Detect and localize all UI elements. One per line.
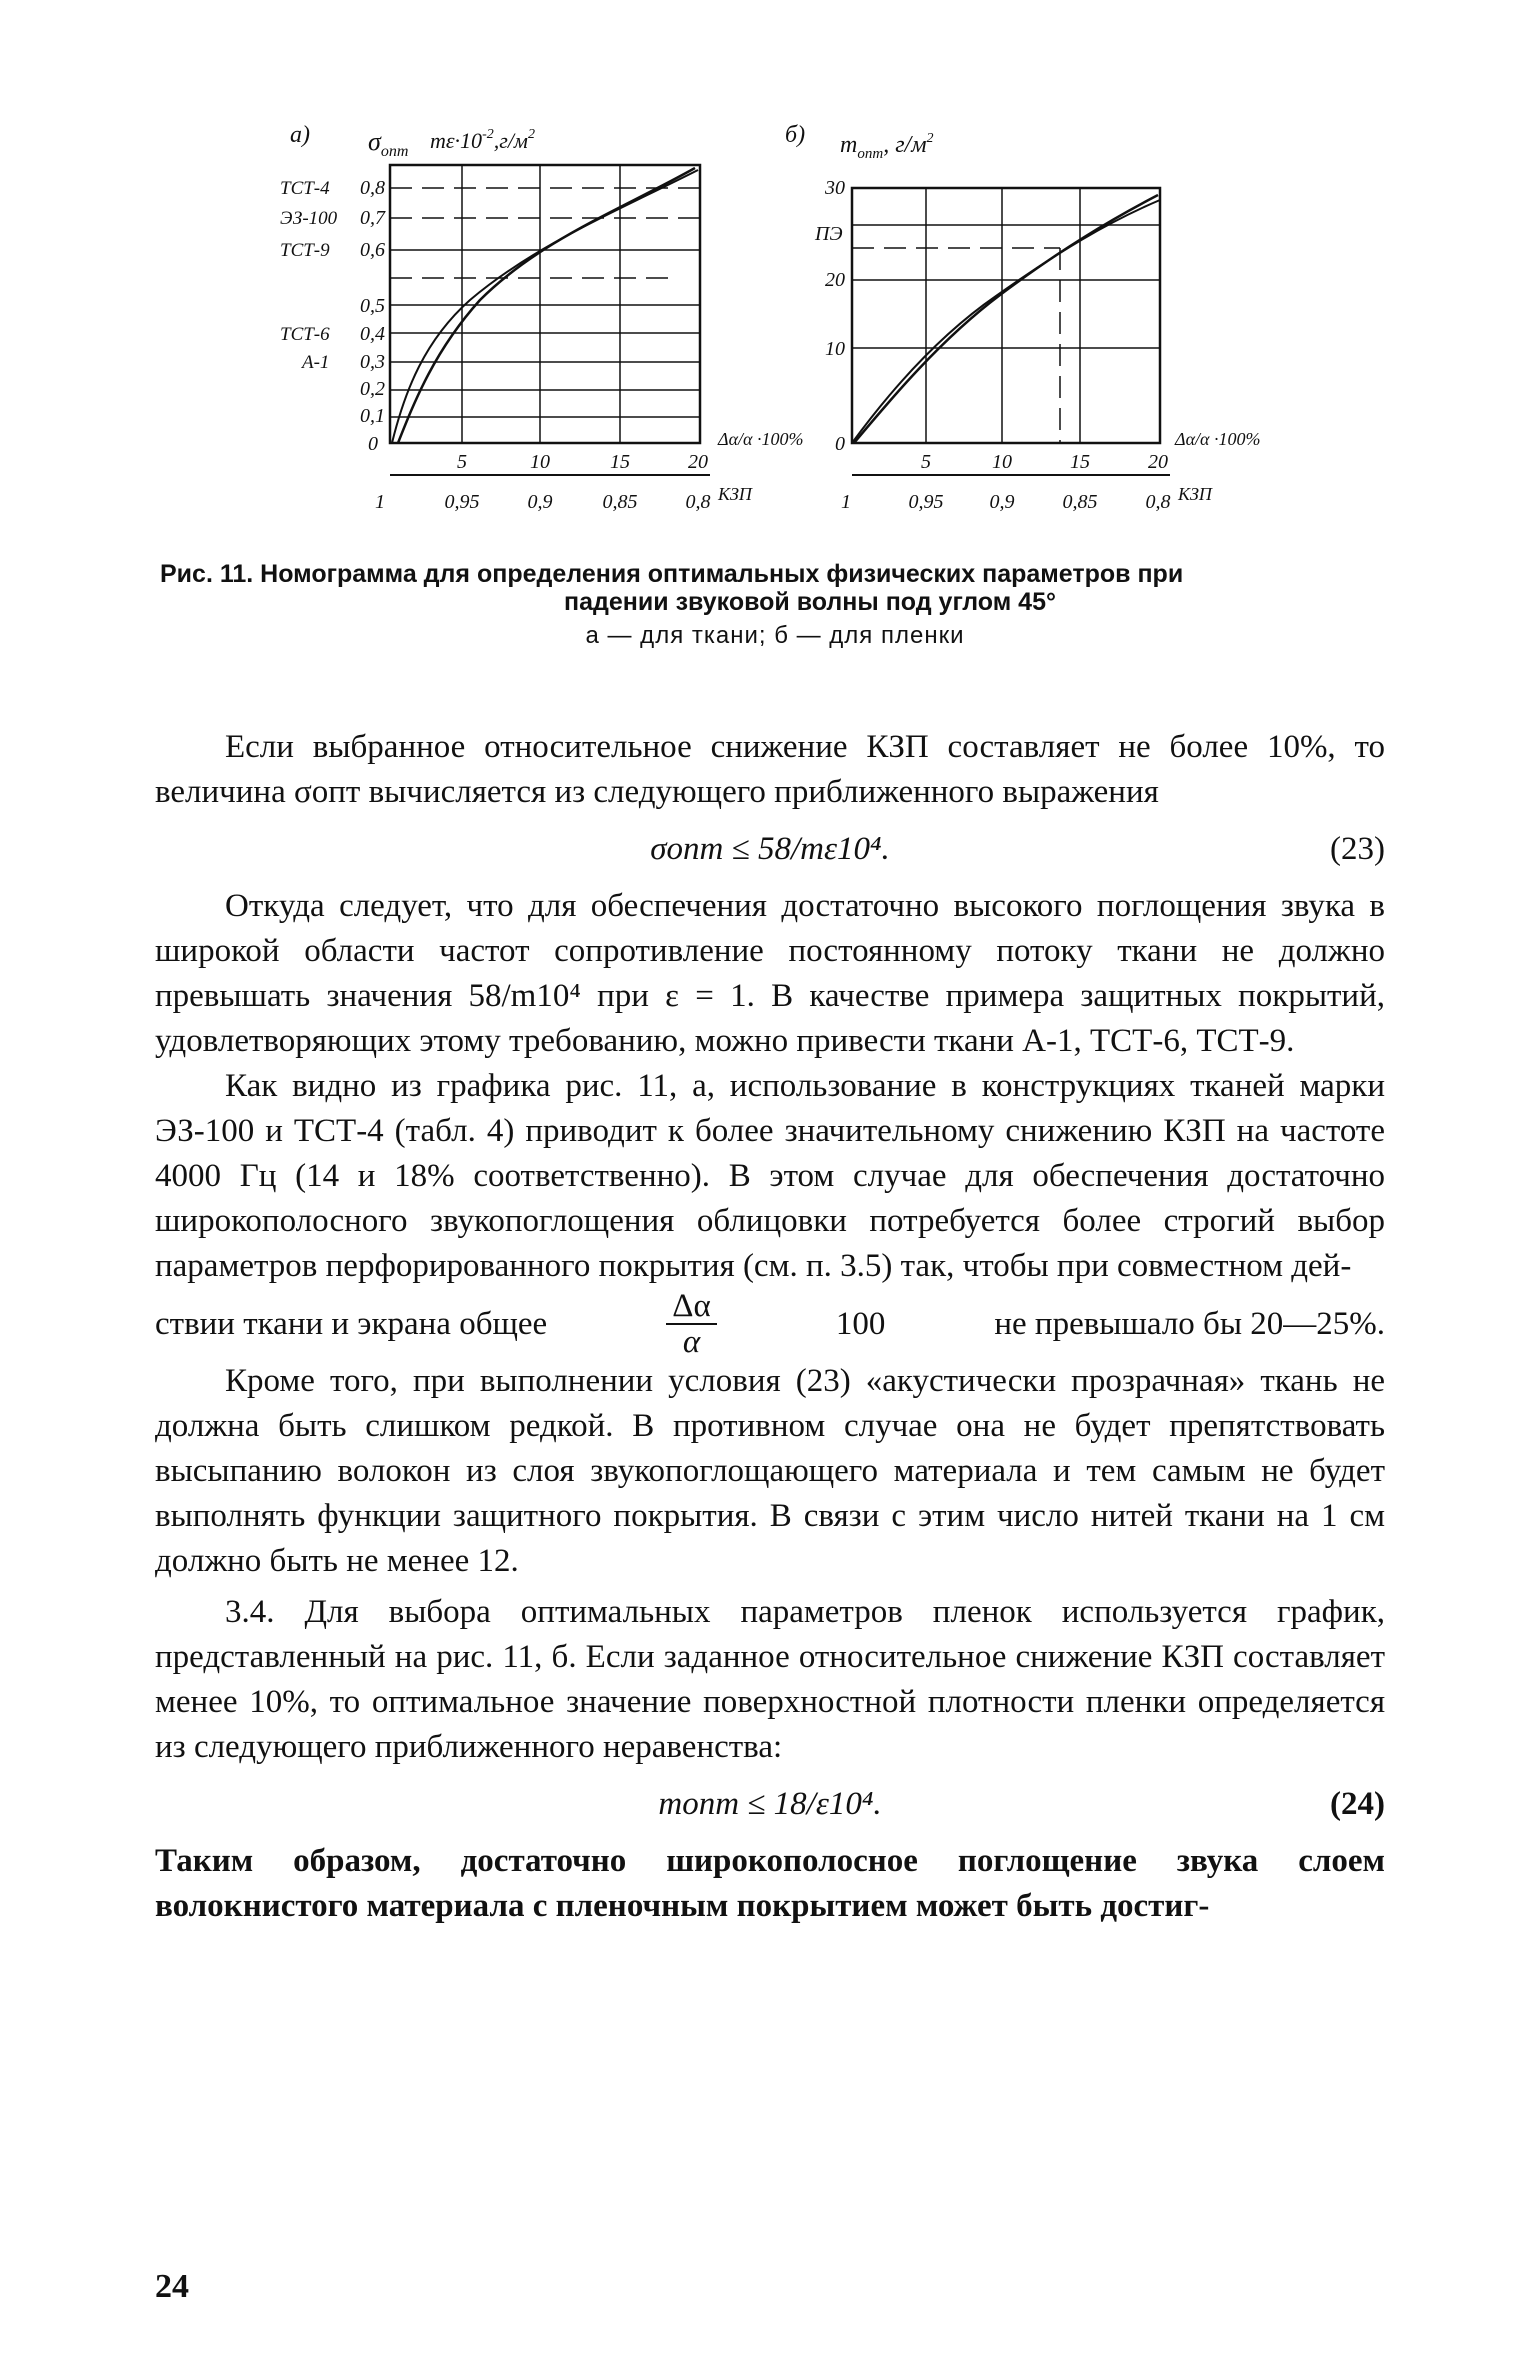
panel-b-kzp-label: КЗП — [1178, 484, 1212, 504]
paragraph-6: Таким образом, достаточно широкополосное поглощение звука слоем волокнистого материала с пленочным покрытием может быть достиг- — [155, 1843, 1385, 1924]
paragraph-1: Если выбранное относительное снижение КЗП составляет не более 10%, то величина σопт вычисляется из следующего приближенного выражения — [155, 729, 1385, 810]
panel-b-frame — [852, 188, 1160, 443]
panel-a-x-tick: 10 — [530, 451, 550, 473]
panel-a-y-tick: 0,4 — [360, 323, 385, 345]
panel-b-kzp-tick: 0,85 — [1062, 491, 1098, 513]
panel-a-y-title: $\sigma_{опт}$ — [368, 127, 409, 160]
panel-a-curve-lower — [392, 170, 698, 443]
panel-b-kzp-tick: 0,95 — [908, 491, 944, 513]
panel-a-kzp-tick: 0,85 — [602, 491, 638, 513]
panel-a-y-tick: 0,2 — [360, 378, 385, 400]
panel-b-x-axis-label: Δα/α ·100% — [1175, 429, 1261, 449]
panel-b-curve-lower — [852, 200, 1160, 443]
caption-subtitle: а — для ткани; б — для пленки — [585, 622, 965, 649]
panel-a-frame — [390, 165, 700, 443]
formula-24 — [155, 1782, 1385, 1827]
panel-b-kzp-tick: 0,8 — [1145, 491, 1171, 513]
formula-24-number: (24) — [1330, 1786, 1385, 1822]
panel-a-material-label: ТСТ-9 — [280, 240, 330, 261]
panel-b-material-label: ПЭ — [815, 223, 843, 245]
panel-b-y-tick: 0 — [835, 433, 845, 455]
panel-a-kzp-tick: 0,9 — [527, 491, 553, 513]
fraction-numerator: Δα — [666, 1289, 717, 1325]
panel-a-y-tick: 0,1 — [360, 405, 385, 427]
panel-a-y-tick: 0,7 — [360, 207, 385, 229]
panel-b-label: б) — [785, 122, 806, 148]
panel-b-y-tick: 20 — [825, 269, 845, 291]
panel-a-y-tick: 0 — [368, 433, 378, 455]
formula-23 — [155, 827, 1385, 872]
panel-a-kzp-tick: 1 — [375, 491, 385, 513]
panel-a-label: а) — [290, 122, 310, 148]
panel-a-x-tick: 15 — [610, 451, 630, 473]
formula-24-expression: mопт ≤ 18/ε10⁴. — [658, 1786, 882, 1822]
panel-a-x-tick: 20 — [688, 451, 708, 473]
panel-a-y-tick: 0,8 — [360, 177, 385, 199]
panel-b-kzp-tick: 1 — [841, 491, 851, 513]
formula-23-expression: σопт ≤ 58/mε10⁴. — [650, 831, 890, 867]
panel-a-material-label: ТСТ-4 — [280, 178, 330, 199]
panel-b-y-title: $m_{опт}$, $г/м^2$ — [840, 131, 934, 162]
panel-b-curve-upper — [854, 195, 1158, 443]
caption-title-line2: падении звуковой волны под углом 45° — [564, 588, 1056, 616]
paragraph-4: Кроме того, при выполнении условия (23) «акустически прозрачная» ткань не должна быть слишком редкой. В противном случае она не будет препятствовать высыпанию волокон из слоя звукопоглощающего материала и тем самым не будет выполнять функции защитного покрытия. В связи с этим число нитей ткани на 1 см должно быть не менее 12. — [155, 1363, 1385, 1579]
panel-a-x-axis-label: Δα/α ·100% — [718, 429, 804, 449]
panel-a-y-tick: 0,6 — [360, 239, 385, 261]
delta-alpha-fraction — [666, 1289, 717, 1359]
panel-b-y-tick: 30 — [825, 177, 845, 199]
panel-a-kzp-label: КЗП — [718, 484, 752, 504]
panel-b — [785, 122, 1260, 513]
panel-b-kzp-tick: 0,9 — [989, 491, 1015, 513]
panel-a — [280, 122, 806, 513]
panel-b-x-tick: 10 — [992, 451, 1012, 473]
paragraph-3-end-left: ствии ткани и экрана общее — [155, 1305, 548, 1342]
caption-title: Рис. 11. Номограмма для определения оптимальных физических параметров при — [160, 560, 1184, 588]
panel-a-y-tick: 0,5 — [360, 295, 385, 317]
paragraph-3-end-right: не превышало бы 20—25%. — [994, 1305, 1385, 1342]
panel-b-x-tick: 15 — [1070, 451, 1090, 473]
panel-a-kzp-tick: 0,8 — [685, 491, 711, 513]
panel-a-material-label: ТСТ-6 — [280, 324, 330, 345]
panel-a-y-title2: $m\varepsilon\cdot 10^{-2},г/м^2$ — [430, 127, 535, 153]
panel-a-kzp-tick: 0,95 — [444, 491, 480, 513]
paragraph-3: Как видно из графика рис. 11, а, использование в конструкциях тканей марки ЭЗ-100 и ТСТ-4 (табл. 4) приводит к более значительному снижению КЗП на частоте 4000 Гц (14 и 18% соответственно). В этом случае для обеспечения достаточно широкополосного звукопоглощения облицовки потребуется более строгий выбор параметров перфорированного покрытия (см. п. 3.5) так, чтобы при совместном дей- — [155, 1068, 1385, 1284]
panel-a-x-tick: 5 — [457, 451, 467, 473]
panel-a-material-label: А-1 — [302, 352, 330, 373]
paragraph-2: Откуда следует, что для обеспечения достаточно высокого поглощения звука в широкой области частот сопротивление постоянному потоку ткани не должно превышать значения 58/m10⁴ при ε = 1. В качестве примера защитных покрытий, удовлетворяющих этому требованию, можно привести ткани А-1, ТСТ-6, ТСТ-9. — [155, 888, 1385, 1059]
panel-b-x-tick: 5 — [921, 451, 931, 473]
figure-11 — [240, 100, 1340, 520]
formula-23-number: (23) — [1330, 831, 1385, 867]
panel-a-material-label: ЭЗ-100 — [280, 208, 338, 229]
panel-a-y-tick: 0,3 — [360, 351, 385, 373]
page-number: 24 — [155, 2268, 189, 2305]
panel-b-x-tick: 20 — [1148, 451, 1168, 473]
paragraph-5: 3.4. Для выбора оптимальных параметров пленок используется график, представленный на рис. 11, б. Если заданное относительное снижение КЗП составляет менее 10%, то оптимальное значение поверхностной плотности пленки определяется из следующего приближенного неравенства: — [155, 1594, 1385, 1765]
body-text — [155, 725, 1385, 1929]
paragraph-3-fraction-line — [155, 1289, 1385, 1359]
fraction-denominator: α — [682, 1324, 701, 1360]
figure-caption — [160, 560, 1390, 650]
panel-b-y-tick: 10 — [825, 338, 845, 360]
paragraph-3-end-mid: 100 — [835, 1305, 886, 1342]
